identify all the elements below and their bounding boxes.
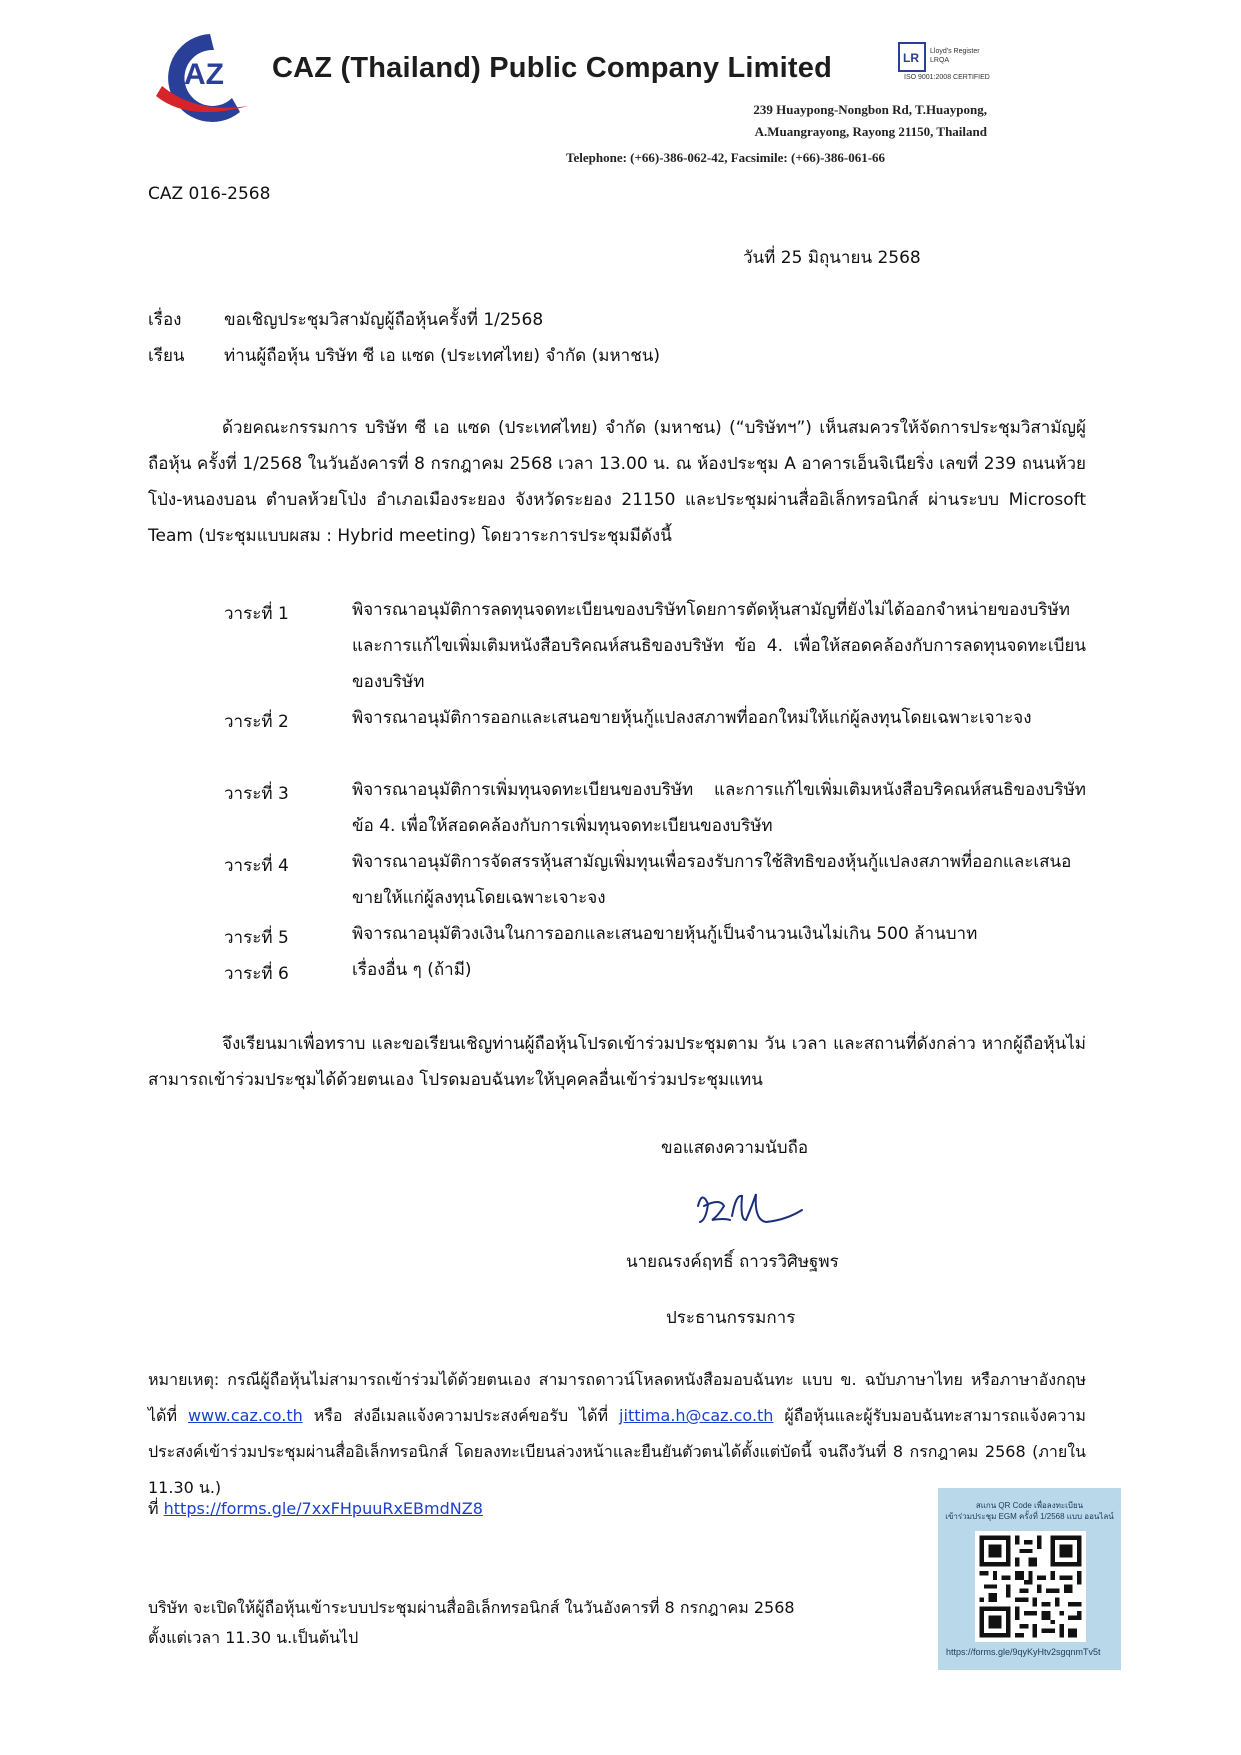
signer-title: ประธานกรรมการ [666, 1308, 796, 1328]
form-prefix: ที่ [148, 1499, 164, 1518]
agenda-text-6: เรื่องอื่น ๆ (ถ้ามี) [352, 960, 472, 980]
address-line1: 239 Huaypong-Nongbon Rd, T.Huaypong, [753, 102, 987, 117]
cert-line1: Lloyd's Register [930, 48, 980, 55]
lloyds-register-certification [898, 42, 993, 90]
agenda-text-5: พิจารณาอนุมัติวงเงินในการออกและเสนอขายหุ้นกู้เป็นจำนวนเงินไม่เกิน 500 ล้านบาท [352, 924, 978, 944]
agenda-label-2: วาระที่ 2 [224, 712, 289, 732]
remark-text-1: หมายเหตุ: กรณีผู้ถือหุ้นไม่สามารถเข้าร่วมได้ด้วยตนเอง สามารถดาวน์โหลดหนังสือมอบฉันทะ แบบ ข. ฉบับภาษาไทย หรือภาษาอังกฤษ ได้ที่ [148, 1370, 1086, 1425]
agenda-label-1: วาระที่ 1 [224, 604, 289, 624]
remark-text-2: หรือ ส่งอีเมลแจ้งความประสงค์ขอรับ ได้ที่ [302, 1406, 620, 1425]
signature [690, 1176, 820, 1236]
cert-line3: ISO 9001:2008 CERTIFIED [904, 74, 990, 81]
contact-line: Telephone: (+66)-386-062-42, Facsimile: (+66)-386-061-66 [566, 150, 886, 165]
agenda-text-4: พิจารณาอนุมัติการจัดสรรหุ้นสามัญเพิ่มทุนเพื่อรองรับการใช้สิทธิของหุ้นกู้แปลงสภาพที่ออกและเสนอขายให้แก่ผู้ลงทุนโดยเฉพาะเจาะจง [352, 852, 1072, 908]
agenda-label-6: วาระที่ 6 [224, 964, 289, 984]
qr-code-icon[interactable] [975, 1531, 1086, 1642]
recipient-label: เรียน [148, 346, 185, 366]
document-reference: CAZ 016-2568 [148, 184, 271, 204]
agenda-text-2: พิจารณาอนุมัติการออกและเสนอขายหุ้นกู้แปลงสภาพที่ออกใหม่ให้แก่ผู้ลงทุนโดยเฉพาะเจาะจง [352, 708, 1032, 728]
qr-caption-line2: เข้าร่วมประชุม EGM ครั้งที่ 1/2568 แบบ ออนไลน์ [945, 1512, 1114, 1521]
svg-text:LR: LR [903, 51, 919, 65]
subject-text: ขอเชิญประชุมวิสามัญผู้ถือหุ้นครั้งที่ 1/2568 [224, 310, 544, 330]
agenda-text-1: พิจารณาอนุมัติการลดทุนจดทะเบียนของบริษัทโดยการตัดหุ้นสามัญที่ยังไม่ได้ออกจำหน่ายของบริษัท และการแก้ไขเพิ่มเติมหนังสือบริคณห์สนธิของบริษัท ข้อ 4. เพื่อให้สอดคล้องกับการลดทุนจดทะเบียนของบริษัท [352, 600, 1086, 692]
registration-form-link[interactable]: https://forms.gle/7xxFHpuuRxEBmdNZ8 [163, 1499, 483, 1518]
qr-caption-line1: สแกน QR Code เพื่อลงทะเบียน [975, 1501, 1084, 1510]
cert-line2: LRQA [930, 57, 950, 64]
recipient-text: ท่านผู้ถือหุ้น บริษัท ซี เอ แซด (ประเทศไทย) จำกัด (มหาชน) [224, 346, 660, 366]
qr-registration-box [938, 1488, 1121, 1670]
svg-text:AZ: AZ [184, 58, 224, 91]
final-note-line2: ตั้งแต่เวลา 11.30 น.เป็นต้นไป [148, 1628, 359, 1647]
remark-text-3: ผู้ถือหุ้นและผู้รับมอบฉันทะสามารถแจ้งความประสงค์เข้าร่วมประชุมผ่านสื่ออิเล็กทรอนิกส์ โดยลงทะเบียนล่วงหน้าและยืนยันตัวตนได้ตั้งแต่บัดนี้ จนถึงวันที่ 8 กรกฎาคม 2568 (ภายใน 11.30 น.) [148, 1406, 1086, 1497]
closing-text: จึงเรียนมาเพื่อทราบ และขอเรียนเชิญท่านผู้ถือหุ้นโปรดเข้าร่วมประชุมตาม วัน เวลา และสถานที่ดังกล่าว หากผู้ถือหุ้นไม่สามารถเข้าร่วมประชุมได้ด้วยตนเอง โปรดมอบฉันทะให้บุคคลอื่นเข้าร่วมประชุมแทน [148, 1034, 1086, 1090]
qr-url: https://forms.gle/9qyKyHtv2sgqnmTv5t [946, 1647, 1101, 1657]
remark-paragraph [148, 1362, 1086, 1506]
company-logo [148, 26, 258, 126]
agenda-label-3: วาระที่ 3 [224, 784, 289, 804]
closing-paragraph [148, 1026, 1086, 1098]
agenda-label-5: วาระที่ 5 [224, 928, 289, 948]
email-link[interactable]: jittima.h@caz.co.th [619, 1406, 774, 1425]
intro-paragraph [148, 410, 1086, 554]
agenda-label-4: วาระที่ 4 [224, 856, 289, 876]
address-line2: A.Muangrayong, Rayong 21150, Thailand [754, 124, 987, 139]
website-link[interactable]: www.caz.co.th [187, 1406, 303, 1425]
final-note-line1: บริษัท จะเปิดให้ผู้ถือหุ้นเข้าระบบประชุมผ่านสื่ออิเล็กทรอนิกส์ ในวันอังคารที่ 8 กรกฎาคม 2568 [148, 1598, 795, 1617]
agenda-text-3: พิจารณาอนุมัติการเพิ่มทุนจดทะเบียนของบริษัท และการแก้ไขเพิ่มเติมหนังสือบริคณห์สนธิของบริษัท ข้อ 4. เพื่อให้สอดคล้องกับการเพิ่มทุนจดทะเบียนของบริษัท [352, 780, 1086, 836]
intro-text: ด้วยคณะกรรมการ บริษัท ซี เอ แซด (ประเทศไทย) จำกัด (มหาชน) (“บริษัทฯ”) เห็นสมควรให้จัดการประชุมวิสามัญผู้ถือหุ้น ครั้งที่ 1/2568 ในวันอังคารที่ 8 กรกฎาคม 2568 เวลา 13.00 น. ณ ห้องประชุม A อาคารเอ็นจิเนียริ่ง เลขที่ 239 ถนนห้วยโป่ง-หนองบอน ตำบลห้วยโป่ง อำเภอเมืองระยอง จังหวัดระยอง 21150 และประชุมผ่านสื่ออิเล็กทรอนิกส์ ผ่านระบบ Microsoft Team (ประชุมแบบผสม : Hybrid meeting) โดยวาระการประชุมมีดังนี้ [148, 418, 1086, 546]
subject-label: เรื่อง [148, 310, 182, 330]
company-name: CAZ (Thailand) Public Company Limited [272, 52, 833, 84]
qr-caption [938, 1500, 1121, 1522]
letter-date: วันที่ 25 มิถุนายน 2568 [743, 248, 921, 268]
salutation: ขอแสดงความนับถือ [661, 1138, 809, 1158]
signer-name: นายณรงค์ฤทธิ์ ถาวรวิศิษฐพร [626, 1252, 839, 1272]
registration-form-line [148, 1497, 483, 1522]
